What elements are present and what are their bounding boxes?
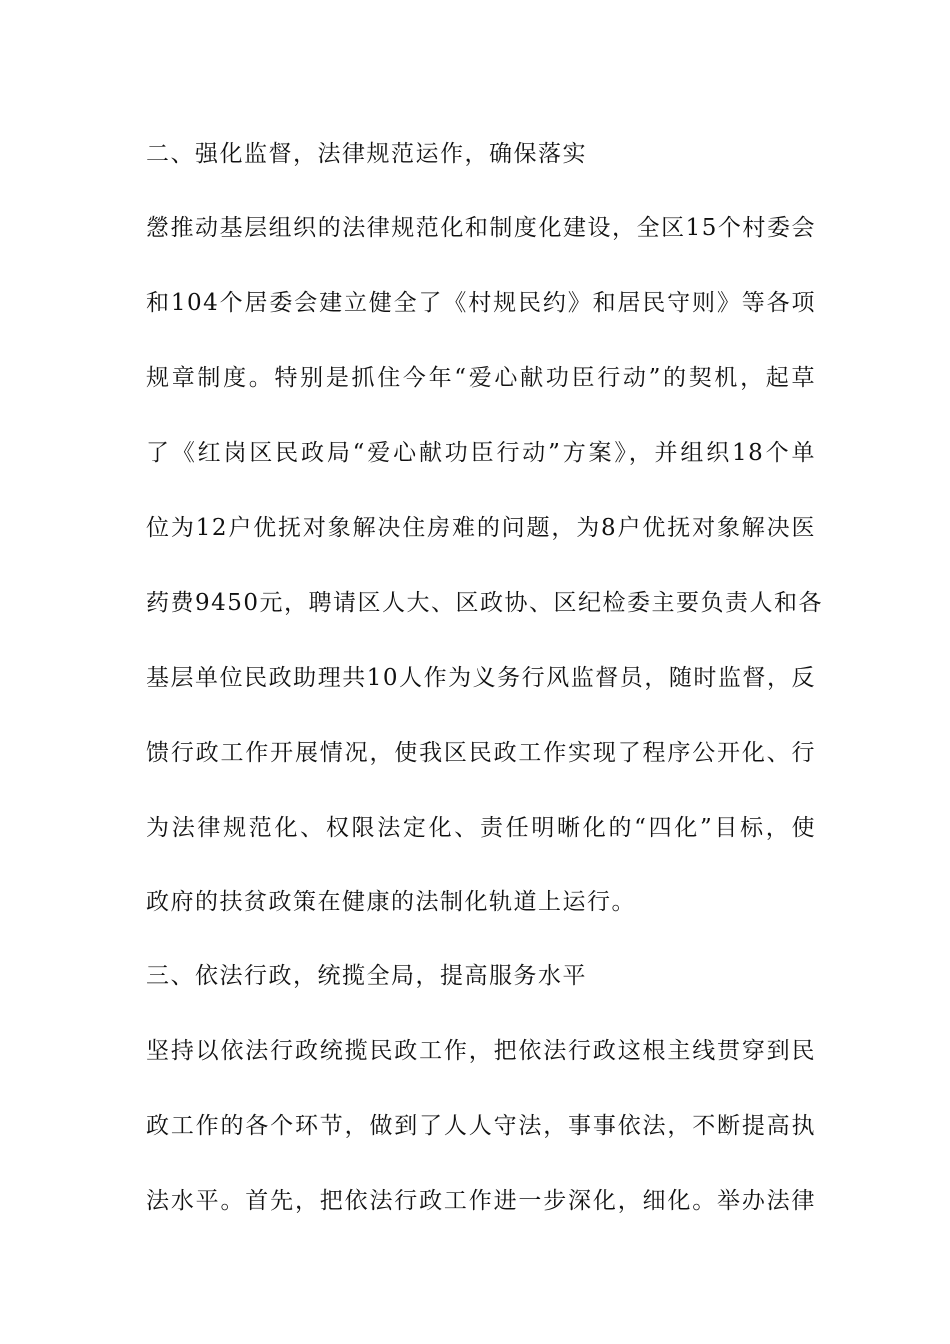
paragraph-line: 位为12户优抚对象解决住房难的问题，为8户优抚对象解决医 <box>146 515 816 541</box>
section-heading-2: 二、强化监督，法律规范运作，确保落实 <box>146 141 587 167</box>
paragraph-line: 规章制度。特别是抓住今年“爱心献功臣行动”的契机，起草 <box>146 365 816 391</box>
paragraph-line: 法水平。首先，把依法行政工作进一步深化，细化。举办法律 <box>146 1188 816 1214</box>
section-heading-3: 三、依法行政，统揽全局，提高服务水平 <box>146 963 587 989</box>
paragraph-line: 馈行政工作开展情况，使我区民政工作实现了程序公开化、行 <box>146 740 816 766</box>
paragraph-line-last: 政府的扶贫政策在健康的法制化轨道上运行。 <box>146 889 636 915</box>
paragraph-line: 憥推动基层组织的法律规范化和制度化建设，全区15个村委会 <box>146 215 816 241</box>
paragraph-line: 基层单位民政助理共10人作为义务行风监督员，随时监督，反 <box>146 665 816 691</box>
paragraph-line: 了《红岗区民政局“爱心献功臣行动”方案》，并组织18个单 <box>146 440 816 466</box>
paragraph-line: 坚持以依法行政统揽民政工作，把依法行政这根主线贯穿到民 <box>146 1038 816 1064</box>
paragraph-line: 药费9450元，聘请区人大、区政协、区纪检委主要负责人和各 <box>146 590 824 616</box>
paragraph-line: 政工作的各个环节，做到了人人守法，事事依法，不断提高执 <box>146 1113 816 1139</box>
paragraph-line: 为法律规范化、权限法定化、责任明晰化的“四化”目标，使 <box>146 815 816 841</box>
paragraph-line: 和104个居委会建立健全了《村规民约》和居民守则》等各项 <box>146 290 816 316</box>
